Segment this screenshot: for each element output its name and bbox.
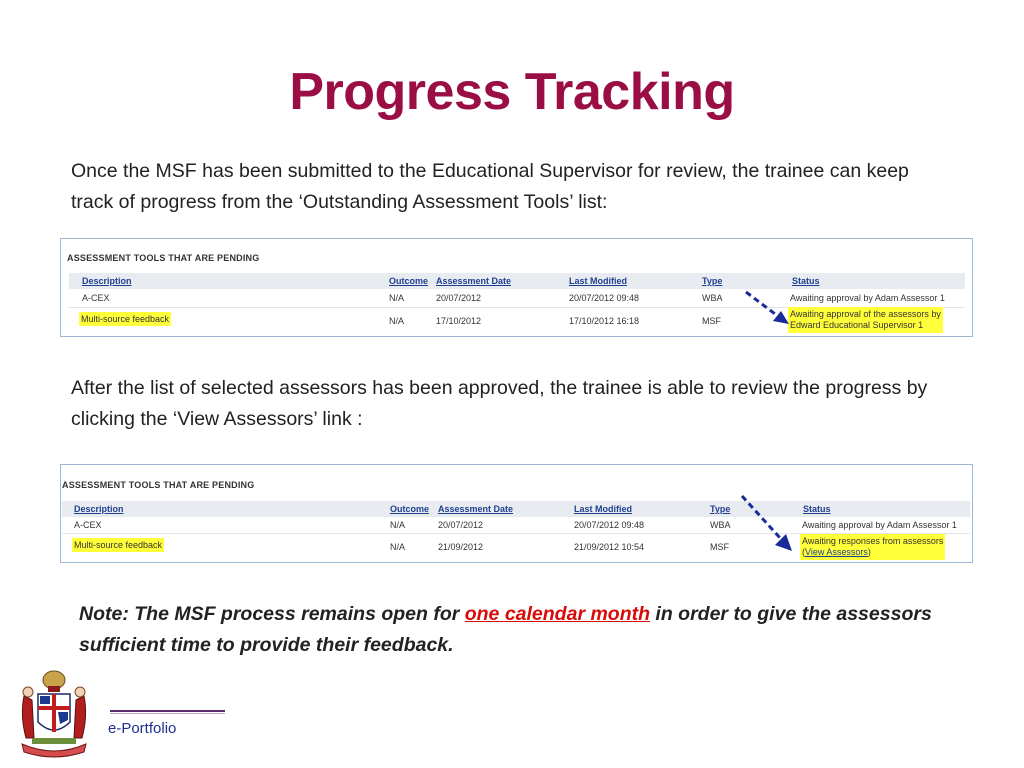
note-text-after: in order to give the assessors sufficient time to provide their feedback. <box>79 603 932 656</box>
cell-status-highlighted <box>788 307 943 333</box>
cell-type: MSF <box>710 542 729 552</box>
column-outcome[interactable]: Outcome <box>390 504 430 514</box>
table-row <box>69 289 965 308</box>
panel-heading: ASSESSMENT TOOLS THAT ARE PENDING <box>67 253 260 263</box>
view-assessors-link[interactable]: View Assessors <box>805 547 868 557</box>
cell-date: 20/07/2012 <box>438 520 484 530</box>
pending-tools-table <box>69 273 965 333</box>
page-title: Progress Tracking <box>289 63 735 121</box>
table-row <box>62 533 970 561</box>
cell-modified: 20/07/2012 09:48 <box>574 520 645 530</box>
middle-paragraph: After the list of selected assessors has been approved, the trainee is able to review the progress by clicking the ‘View Assessors’ link : <box>71 377 928 430</box>
intro-paragraph: Once the MSF has been submitted to the Educational Supervisor for review, the trainee can keep track of progress from the ‘Outstanding Assessment Tools’ list: <box>71 160 909 213</box>
cell-modified: 20/07/2012 09:48 <box>569 293 640 303</box>
column-status[interactable]: Status <box>792 276 820 286</box>
column-type[interactable]: Type <box>702 276 723 286</box>
cell-outcome: N/A <box>389 293 405 303</box>
table-row <box>62 517 970 534</box>
column-type[interactable]: Type <box>710 504 731 514</box>
crest-logo-icon <box>18 666 90 760</box>
status-line-1: Awaiting responses from assessors <box>802 536 944 546</box>
status-line-1: Awaiting approval of the assessors by <box>790 309 941 319</box>
pending-tools-table <box>62 501 970 561</box>
note-paragraph <box>79 599 959 661</box>
column-assessment-date[interactable]: Assessment Date <box>436 276 512 286</box>
cell-status: Awaiting approval by Adam Assessor 1 <box>790 293 945 303</box>
status-open-paren: ( <box>802 547 805 557</box>
status-line-2: Edward Educational Supervisor 1 <box>790 320 924 330</box>
column-assessment-date[interactable]: Assessment Date <box>438 504 514 514</box>
cell-modified: 17/10/2012 16:18 <box>569 316 640 326</box>
cell-status-highlighted <box>800 534 945 560</box>
cell-date: 21/09/2012 <box>438 542 484 552</box>
panel-heading: ASSESSMENT TOOLS THAT ARE PENDING <box>62 480 255 490</box>
cell-date: 20/07/2012 <box>436 293 482 303</box>
note-text-before: Note: The MSF process remains open for <box>79 603 465 625</box>
footer-divider <box>110 710 225 712</box>
footer-label: e-Portfolio <box>108 720 177 737</box>
column-description[interactable]: Description <box>82 276 132 286</box>
cell-type: MSF <box>702 316 721 326</box>
table-header <box>62 501 970 517</box>
cell-description: A-CEX <box>74 520 102 530</box>
table-row <box>69 307 965 333</box>
column-last-modified[interactable]: Last Modified <box>569 276 627 286</box>
cell-description-highlighted[interactable]: Multi-source feedback <box>74 540 163 550</box>
cell-date: 17/10/2012 <box>436 316 482 326</box>
column-outcome[interactable]: Outcome <box>389 276 429 286</box>
cell-outcome: N/A <box>390 542 406 552</box>
status-close-paren: ) <box>867 547 871 557</box>
pending-tools-panel-2 <box>60 464 973 563</box>
arrow-icon <box>739 493 795 553</box>
arrow-icon <box>743 289 791 327</box>
cell-type: WBA <box>710 520 731 530</box>
pending-tools-panel-1 <box>60 238 973 337</box>
footer-divider-accent <box>110 713 225 714</box>
column-status[interactable]: Status <box>803 504 831 514</box>
column-description[interactable]: Description <box>74 504 124 514</box>
cell-description: A-CEX <box>82 293 110 303</box>
cell-outcome: N/A <box>390 520 406 530</box>
cell-status: Awaiting approval by Adam Assessor 1 <box>802 520 957 530</box>
note-emphasis: one calendar month <box>464 603 651 625</box>
cell-modified: 21/09/2012 10:54 <box>574 542 645 552</box>
table-header <box>69 273 965 289</box>
cell-description-highlighted[interactable]: Multi-source feedback <box>81 314 170 324</box>
cell-type: WBA <box>702 293 723 303</box>
cell-outcome: N/A <box>389 316 405 326</box>
column-last-modified[interactable]: Last Modified <box>574 504 632 514</box>
